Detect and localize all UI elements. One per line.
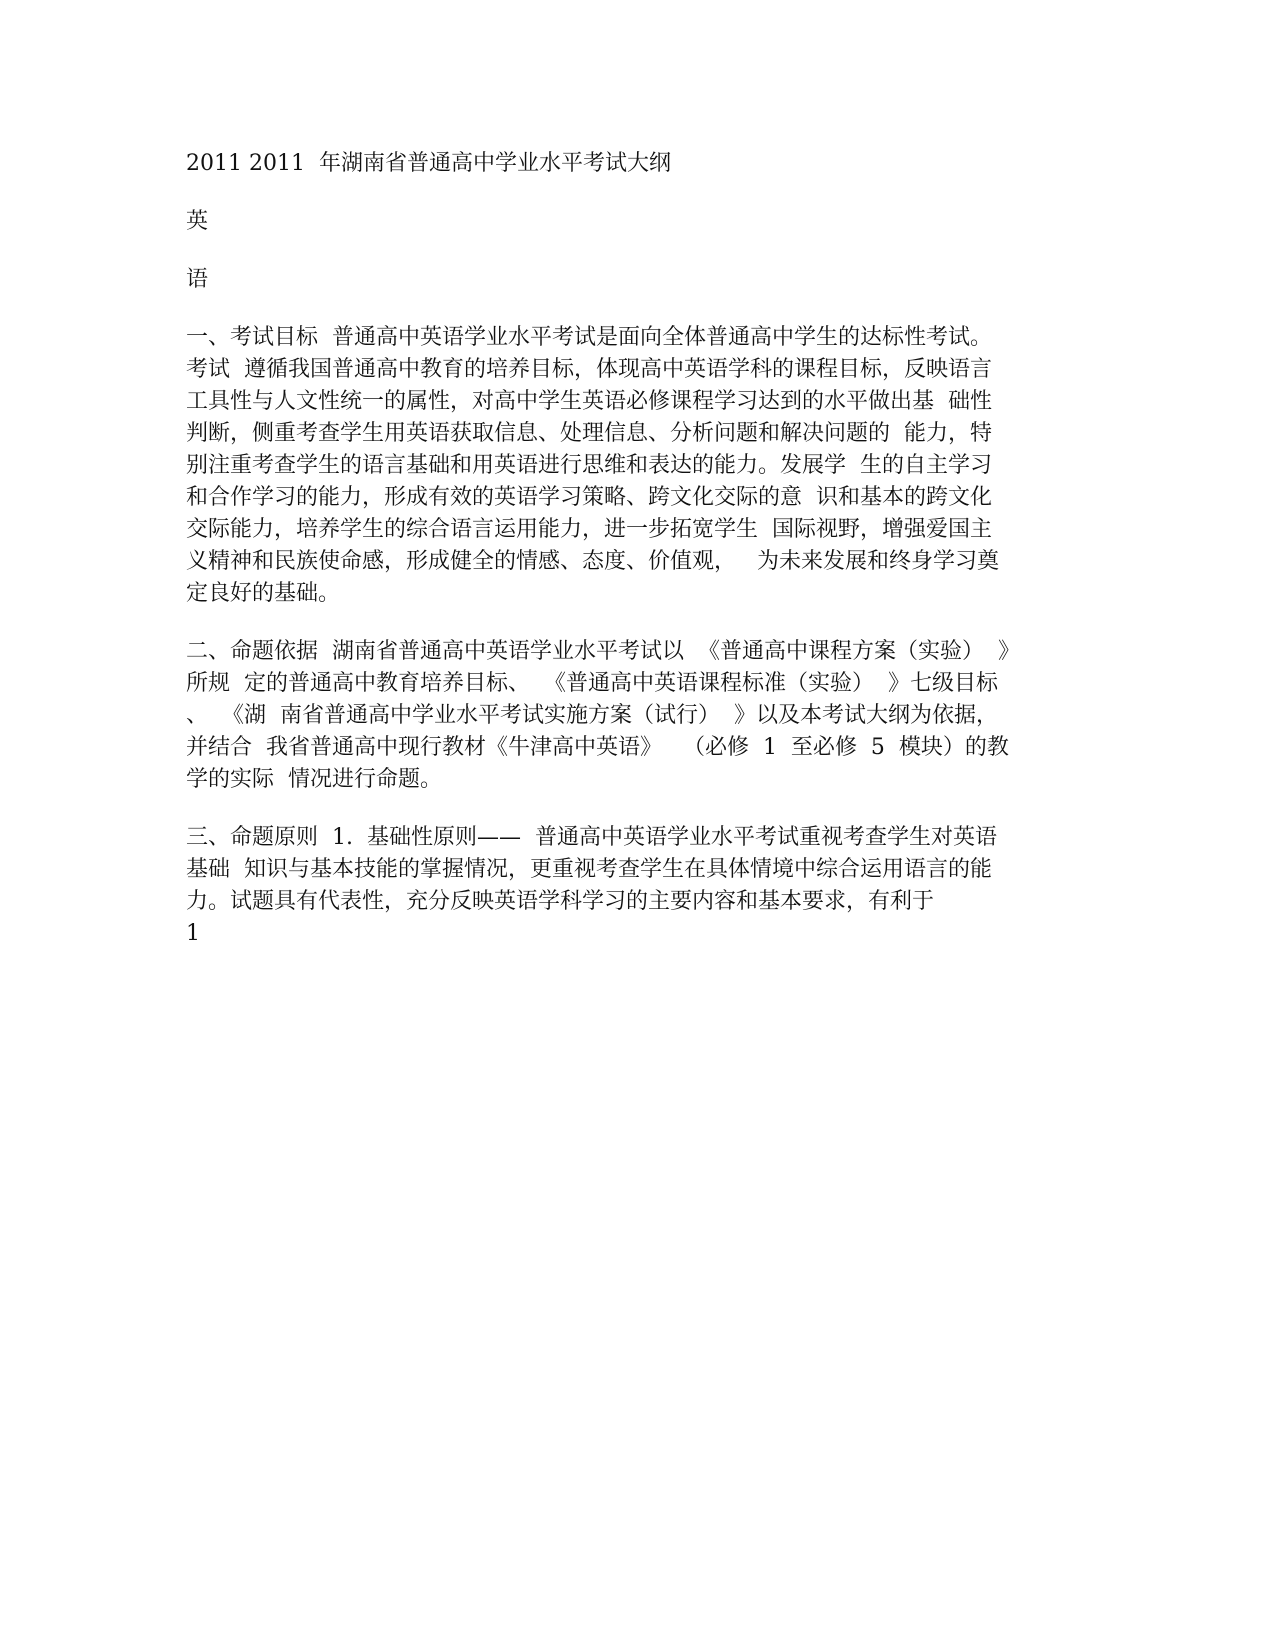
paragraph-line: 、 《湖 南省普通高中学业水平考试实施方案（试行） 》以及本考试大纲为依据， [186,703,998,728]
paragraph-line: 工具性与人文性统一的属性，对高中学生英语必修课程学习达到的水平做出基 础性 [186,389,992,414]
paragraph-line: 义精神和民族使命感，形成健全的情感、态度、价值观， 为未来发展和终身学习奠 [186,549,999,574]
paragraph-line: 定良好的基础。 [186,581,341,606]
paragraph-line: 和合作学习的能力，形成有效的英语学习策略、跨文化交际的意 识和基本的跨文化 [186,485,992,510]
paragraph-line: 学的实际 情况进行命题。 [186,767,442,792]
paragraph-line: 基础 知识与基本技能的掌握情况，更重视考查学生在具体情境中综合运用语言的能 [186,857,992,882]
paragraph-line: 所规 定的普通高中教育培养目标、 《普通高中英语课程标准（实验） 》七级目标 [186,671,998,696]
paragraph-line: 考试 遵循我国普通高中教育的培养目标，体现高中英语学科的课程目标，反映语言 [186,357,992,382]
section-question-basis [186,636,1086,796]
subject-char-2: 语 [186,267,209,292]
page-number: 1 [186,921,200,946]
subject-char-1: 英 [186,209,209,234]
paragraph-line: 力。试题具有代表性，充分反映英语学科学习的主要内容和基本要求，有利于 [186,889,935,914]
paragraph-line: 交际能力，培养学生的综合语言运用能力，进一步拓宽学生 国际视野，增强爱国主 [186,517,992,542]
paragraph-line: 三、命题原则 1. 基础性原则—— 普通高中英语学业水平考试重视考查学生对英语 [186,825,997,850]
paragraph-line: 二、命题依据 湖南省普通高中英语学业水平考试以 《普通高中课程方案（实验） 》 [186,639,1020,664]
document-content [186,148,1086,950]
document-title: 2011 2011 年湖南省普通高中学业水平考试大纲 [186,151,671,176]
paragraph-line: 别注重考查学生的语言基础和用英语进行思维和表达的能力。发展学 生的自主学习 [186,453,992,478]
section-question-principles [186,822,1086,918]
section-exam-objectives [186,322,1086,610]
paragraph-line: 判断，侧重考查学生用英语获取信息、处理信息、分析问题和解决问题的 能力，特 [186,421,992,446]
paragraph-line: 并结合 我省普通高中现行教材《牛津高中英语》 （必修 1 至必修 5 模块）的教 [186,735,1009,760]
paragraph-line: 一、考试目标 普通高中英语学业水平考试是面向全体普通高中学生的达标性考试。 [186,325,992,350]
